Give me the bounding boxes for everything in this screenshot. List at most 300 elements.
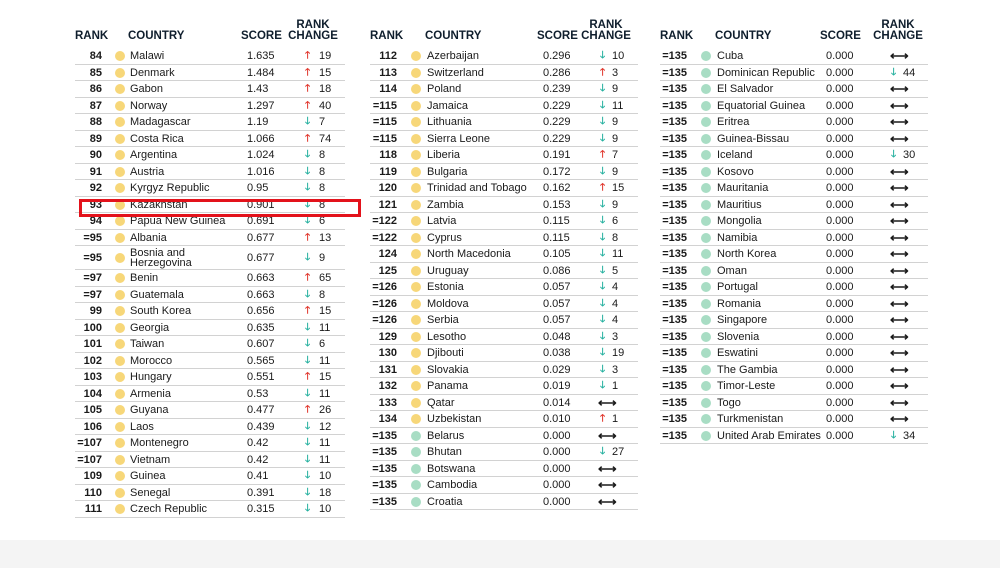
region-dot (411, 398, 421, 408)
rank-change-cell: 11 (319, 354, 331, 367)
score-cell: 0.029 (543, 363, 571, 376)
ranking-table-column-3 (660, 18, 928, 444)
table-row (370, 494, 638, 511)
rank-cell: =135 (662, 380, 687, 392)
score-cell: 0.038 (543, 347, 571, 359)
country-cell: Austria (130, 165, 165, 178)
table-row (75, 303, 345, 320)
arrow-up-icon: 🡑 (305, 50, 311, 61)
score-cell: 0.53 (247, 387, 269, 400)
arrow-up-icon: 🡑 (305, 305, 311, 316)
table-row (75, 81, 345, 98)
country-cell: Zambia (427, 198, 464, 211)
arrow-down-icon: 🡓 (600, 132, 606, 144)
region-dot (701, 315, 711, 325)
region-dot (411, 167, 421, 177)
rank-change-cell: 8 (319, 165, 326, 178)
region-dot (701, 381, 711, 391)
table-row (75, 501, 345, 518)
country-cell: Armenia (130, 387, 171, 400)
country-cell: Gabon (130, 83, 164, 95)
region-dot (115, 471, 125, 481)
arrow-down-icon: 🡓 (600, 116, 606, 127)
region-dot (115, 422, 125, 432)
table-row (370, 296, 638, 313)
rank-change-cell: 10 (612, 50, 625, 62)
rank-cell: 121 (378, 198, 397, 211)
no-change-icon: ⟷ (890, 130, 909, 146)
arrow-down-icon: 🡓 (305, 116, 311, 127)
table-row (660, 411, 928, 428)
region-dot (115, 150, 125, 160)
rank-cell: =135 (662, 248, 687, 260)
rank-change-cell: 18 (319, 486, 332, 499)
no-change-icon: ⟷ (890, 312, 909, 327)
country-cell: Poland (427, 83, 462, 95)
table-row (370, 131, 638, 148)
country-cell: Mauritius (717, 198, 762, 211)
score-cell: 1.19 (247, 116, 269, 128)
country-cell: Cyprus (427, 231, 462, 244)
score-cell: 0.439 (247, 420, 275, 433)
rank-change-cell: 10 (319, 470, 332, 482)
score-cell: 0.42 (247, 453, 269, 466)
table-row (370, 329, 638, 346)
table-row (370, 164, 638, 181)
rank-cell: =95 (83, 231, 102, 244)
country-cell: Sierra Leone (427, 132, 490, 145)
table-row (75, 452, 345, 469)
arrow-down-icon: 🡓 (305, 437, 311, 448)
region-dot (115, 356, 125, 366)
no-change-icon: ⟷ (598, 427, 617, 443)
table-row (370, 378, 638, 395)
rank-cell: =135 (662, 330, 687, 343)
rank-cell: 88 (89, 116, 102, 128)
country-cell: Hungary (130, 371, 172, 383)
no-change-icon: ⟷ (890, 213, 909, 228)
rank-cell: 118 (379, 149, 397, 161)
country-cell: Norway (130, 99, 168, 112)
country-cell: Portugal (717, 281, 758, 293)
rank-change-cell: 5 (612, 264, 619, 277)
rank-cell: =135 (662, 182, 687, 194)
table-row (75, 336, 345, 353)
country-cell: Croatia (427, 495, 463, 508)
arrow-down-icon: 🡓 (600, 198, 606, 210)
header-country: COUNTRY (715, 30, 772, 42)
arrow-up-icon: 🡑 (305, 231, 311, 243)
country-cell: Dominican Republic (717, 66, 815, 79)
region-dot (411, 381, 421, 391)
arrow-down-icon: 🡓 (600, 446, 606, 457)
rank-cell: 134 (378, 413, 397, 425)
rank-cell: =135 (662, 66, 687, 79)
country-cell: Kyrgyz Republic (130, 182, 210, 194)
rank-cell: =135 (662, 50, 687, 62)
table-row (75, 435, 345, 452)
region-dot (115, 488, 125, 498)
table-row (75, 180, 345, 197)
score-cell: 0.229 (543, 116, 571, 128)
region-dot (411, 332, 421, 342)
arrow-up-icon: 🡑 (600, 149, 606, 160)
table-row (370, 81, 638, 98)
region-dot (701, 332, 711, 342)
rank-cell: =135 (662, 83, 687, 95)
country-cell: Equatorial Guinea (717, 99, 806, 112)
rank-cell: =135 (372, 446, 397, 458)
region-dot (701, 200, 711, 210)
region-dot (115, 84, 125, 94)
rank-cell: 91 (89, 165, 102, 178)
rank-cell: 112 (379, 50, 397, 62)
no-change-icon: ⟷ (890, 394, 909, 410)
score-cell: 0.391 (247, 486, 275, 499)
table-row (370, 444, 638, 461)
rank-change-cell: 3 (612, 363, 619, 376)
region-dot (115, 504, 125, 514)
region-dot (411, 497, 421, 507)
score-cell: 0.057 (543, 314, 571, 326)
score-cell: 0.477 (247, 404, 275, 416)
table-row (370, 197, 638, 214)
arrow-down-icon: 🡓 (600, 264, 606, 276)
arrow-up-icon: 🡑 (600, 413, 606, 424)
rank-change-cell: 12 (319, 420, 332, 433)
rank-change-cell: 11 (319, 437, 331, 449)
score-cell: 0.315 (247, 503, 275, 515)
score-cell: 1.635 (247, 50, 275, 62)
table-row (75, 270, 345, 287)
score-cell: 0.000 (826, 182, 854, 194)
score-cell: 0.663 (247, 272, 275, 284)
score-cell: 0.000 (826, 248, 854, 260)
no-change-icon: ⟷ (890, 361, 909, 377)
rank-cell: =107 (77, 453, 102, 466)
region-dot (701, 266, 711, 276)
arrow-down-icon: 🡓 (305, 387, 311, 399)
country-cell: Malawi (130, 50, 165, 62)
country-cell: Bosnia and Herzegovina (130, 246, 192, 269)
score-cell: 1.066 (247, 132, 275, 145)
table-row (75, 65, 345, 82)
no-change-icon: ⟷ (890, 196, 909, 212)
arrow-down-icon: 🡓 (891, 149, 897, 160)
score-cell: 0.229 (543, 99, 571, 112)
rank-cell: =135 (372, 462, 397, 475)
score-cell: 0.115 (543, 231, 570, 244)
table-row (660, 362, 928, 379)
no-change-icon: ⟷ (890, 81, 909, 96)
table-row (75, 48, 345, 65)
country-cell: The Gambia (717, 363, 778, 376)
rank-cell: =135 (662, 132, 687, 145)
table-row (75, 164, 345, 181)
arrow-down-icon: 🡓 (305, 321, 311, 333)
table-row (370, 428, 638, 445)
region-dot (411, 348, 421, 358)
region-dot (701, 68, 711, 78)
region-dot (411, 117, 421, 127)
table-row (370, 147, 638, 164)
rank-cell: 87 (89, 99, 102, 112)
region-dot (701, 282, 711, 292)
rank-change-cell: 74 (319, 132, 332, 145)
rank-cell: 114 (379, 83, 397, 95)
score-cell: 0.000 (826, 363, 854, 376)
country-cell: El Salvador (717, 83, 774, 95)
arrow-down-icon: 🡓 (305, 198, 311, 210)
table-row (370, 395, 638, 412)
score-cell: 0.048 (543, 330, 571, 343)
rank-change-cell: 40 (319, 99, 332, 112)
rank-change-cell: 15 (319, 371, 332, 383)
score-cell: 0.286 (543, 66, 571, 79)
no-change-icon: ⟷ (890, 328, 909, 344)
country-cell: Laos (130, 420, 154, 433)
country-cell: Botswana (427, 462, 476, 475)
country-cell: Czech Republic (130, 503, 208, 515)
rank-change-cell: 9 (612, 198, 619, 211)
region-dot (701, 117, 711, 127)
score-cell: 0.019 (543, 380, 571, 392)
rank-cell: =95 (83, 252, 102, 264)
no-change-icon: ⟷ (598, 477, 617, 492)
rank-cell: =135 (662, 264, 687, 277)
region-dot (411, 431, 421, 441)
score-cell: 0.000 (826, 429, 854, 442)
score-cell: 0.000 (826, 264, 854, 277)
score-cell: 0.191 (543, 149, 571, 161)
table-row (660, 345, 928, 362)
country-cell: Oman (717, 264, 747, 277)
region-dot (115, 438, 125, 448)
region-dot (701, 51, 711, 61)
rank-change-cell: 34 (903, 429, 916, 442)
ranking-table-column-2 (370, 18, 638, 510)
arrow-down-icon: 🡓 (600, 99, 606, 111)
table-row (370, 114, 638, 131)
country-cell: Argentina (130, 149, 178, 161)
score-cell: 0.000 (826, 347, 854, 359)
rank-change-cell: 9 (612, 83, 619, 95)
score-cell: 1.297 (247, 99, 275, 112)
arrow-down-icon: 🡓 (600, 380, 606, 391)
table-row (370, 362, 638, 379)
arrow-down-icon: 🡓 (600, 347, 606, 358)
table-row (660, 114, 928, 131)
table-row (660, 395, 928, 412)
region-dot (115, 253, 125, 263)
score-cell: 0.000 (826, 132, 854, 145)
arrow-up-icon: 🡑 (305, 371, 311, 382)
arrow-down-icon: 🡓 (600, 231, 606, 243)
table-row (75, 147, 345, 164)
rank-cell: 101 (83, 338, 102, 350)
no-change-icon: ⟷ (890, 411, 909, 426)
score-cell: 0.014 (543, 396, 571, 409)
header-rank: RANK (370, 30, 404, 42)
rank-cell: =135 (662, 215, 687, 227)
rank-change-cell: 4 (612, 297, 619, 310)
table-row (75, 485, 345, 502)
score-cell: 0.239 (543, 83, 571, 95)
table-row (370, 180, 638, 197)
rank-cell: =122 (372, 231, 397, 244)
rank-cell: 89 (89, 132, 102, 145)
arrow-down-icon: 🡓 (600, 215, 606, 226)
rank-change-cell: 1 (612, 413, 619, 425)
arrow-up-icon: 🡑 (305, 272, 311, 283)
rank-cell: =126 (372, 297, 397, 310)
rank-change-cell: 11 (612, 99, 624, 112)
rank-cell: =135 (662, 413, 687, 425)
rank-cell: =135 (372, 429, 397, 442)
score-cell: 0.000 (826, 297, 854, 310)
table-row (660, 312, 928, 329)
table-header (660, 18, 928, 48)
score-cell: 0.607 (247, 338, 275, 350)
rank-cell: 132 (378, 380, 397, 392)
no-change-icon: ⟷ (890, 229, 909, 245)
arrow-down-icon: 🡓 (600, 165, 606, 177)
table-row (75, 402, 345, 419)
country-cell: Panama (427, 380, 468, 392)
region-dot (411, 101, 421, 111)
rank-cell: 92 (89, 182, 102, 194)
region-dot (115, 372, 125, 382)
score-cell: 0.000 (826, 330, 854, 343)
rank-cell: 105 (83, 404, 102, 416)
highlight-box (79, 199, 361, 217)
region-dot (411, 200, 421, 210)
country-cell: Albania (130, 231, 167, 244)
table-row (660, 378, 928, 395)
country-cell: Serbia (427, 314, 459, 326)
region-dot (411, 414, 421, 424)
no-change-icon: ⟷ (890, 262, 909, 278)
score-cell: 0.010 (543, 413, 571, 425)
region-dot (115, 51, 125, 61)
region-dot (115, 339, 125, 349)
country-cell: Eritrea (717, 116, 750, 128)
region-dot (411, 365, 421, 375)
score-cell: 0.000 (543, 429, 571, 442)
rank-change-cell: 44 (903, 66, 916, 79)
table-row (370, 461, 638, 478)
score-cell: 0.901 (247, 198, 275, 211)
table-row (660, 81, 928, 98)
ranking-table-column-1 (75, 18, 345, 518)
score-cell: 0.677 (247, 252, 275, 264)
rank-cell: =126 (372, 281, 397, 293)
table-row (660, 279, 928, 296)
region-dot (115, 290, 125, 300)
table-row (370, 411, 638, 428)
rank-cell: =135 (662, 429, 687, 442)
region-dot (411, 464, 421, 474)
header-country: COUNTRY (128, 30, 185, 42)
table-row (660, 131, 928, 148)
rank-change-cell: 7 (612, 149, 619, 161)
country-cell: Estonia (427, 281, 464, 293)
rank-cell: 106 (83, 420, 102, 433)
country-cell: Guinea-Bissau (717, 132, 790, 145)
arrow-up-icon: 🡑 (305, 99, 311, 111)
region-dot (411, 315, 421, 325)
score-cell: 0.000 (826, 231, 854, 244)
table-row (660, 230, 928, 247)
score-cell: 0.656 (247, 305, 275, 317)
score-cell: 1.016 (247, 165, 275, 178)
score-cell: 0.000 (826, 99, 854, 112)
country-cell: South Korea (130, 305, 192, 317)
rank-change-cell: 27 (612, 446, 625, 458)
table-row (370, 230, 638, 247)
score-cell: 0.105 (543, 248, 571, 260)
table-row (660, 164, 928, 181)
arrow-down-icon: 🡓 (600, 314, 606, 325)
country-cell: Timor-Leste (717, 380, 776, 392)
country-cell: North Macedonia (427, 248, 511, 260)
score-cell: 0.057 (543, 281, 571, 293)
rank-cell: =135 (662, 99, 687, 112)
region-dot (115, 405, 125, 415)
score-cell: 0.000 (826, 50, 854, 62)
rank-cell: 102 (83, 354, 102, 367)
arrow-down-icon: 🡓 (600, 281, 606, 292)
rank-change-cell: 9 (612, 116, 619, 128)
score-cell: 0.000 (543, 479, 571, 491)
arrow-down-icon: 🡓 (600, 297, 606, 309)
score-cell: 0.41 (247, 470, 269, 482)
score-cell: 0.691 (247, 215, 275, 227)
header-country: COUNTRY (425, 30, 482, 42)
region-dot (701, 183, 711, 193)
rank-change-cell: 3 (612, 330, 619, 343)
country-cell: North Korea (717, 248, 777, 260)
score-cell: 0.000 (826, 396, 854, 409)
region-dot (701, 348, 711, 358)
rank-cell: 100 (83, 321, 102, 334)
score-cell: 0.000 (826, 215, 854, 227)
header-score: SCORE (820, 30, 861, 42)
rank-cell: =115 (372, 132, 397, 145)
no-change-icon: ⟷ (890, 48, 909, 63)
no-change-icon: ⟷ (890, 114, 909, 129)
arrow-down-icon: 🡓 (305, 354, 311, 366)
rank-change-cell: 6 (612, 215, 619, 227)
rank-change-cell: 10 (319, 503, 332, 515)
rank-cell: 94 (89, 215, 102, 227)
region-dot (115, 101, 125, 111)
region-dot (115, 167, 125, 177)
rank-change-cell: 11 (319, 321, 331, 334)
country-cell: Liberia (427, 149, 461, 161)
table-row (75, 230, 345, 247)
table-row (75, 98, 345, 115)
country-cell: Morocco (130, 354, 173, 367)
country-cell: Guinea (130, 470, 166, 482)
rank-cell: 109 (83, 470, 102, 482)
rank-cell: 93 (89, 198, 102, 211)
table-row (660, 296, 928, 313)
rank-cell: =135 (662, 347, 687, 359)
region-dot (701, 398, 711, 408)
table-row (660, 428, 928, 445)
rank-cell: =135 (662, 198, 687, 211)
